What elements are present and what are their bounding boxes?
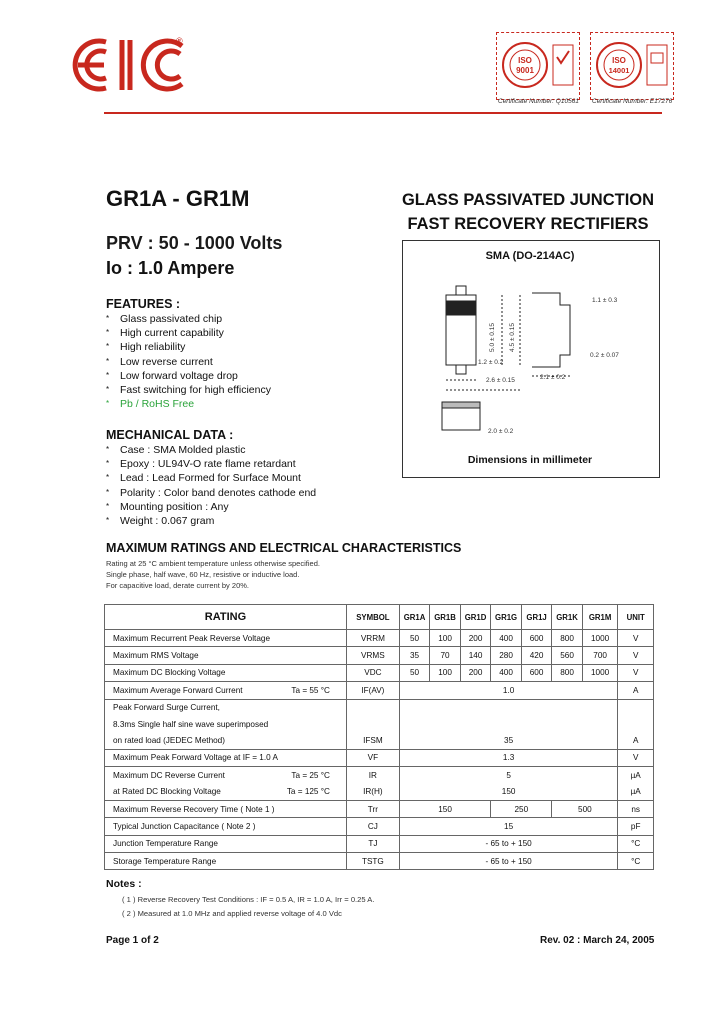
dim-label: 5.0 ± 0.15: [488, 323, 496, 352]
cert1-number: Certificate Number: Q10561: [498, 98, 579, 105]
io-spec: Io : 1.0 Ampere: [106, 258, 235, 278]
part-range-title: GR1A - GR1M: [106, 186, 250, 211]
package-footer: Dimensions in millimeter: [467, 454, 593, 466]
rating-condition: Single phase, half wave, 60 Hz, resistive or inductive load.: [106, 570, 300, 579]
list-item: * Weight : 0.067 gram: [106, 515, 215, 528]
table-header-row: [105, 605, 654, 630]
col-header: GR1J: [521, 605, 552, 630]
list-item: * Fast switching for high efficiency: [106, 384, 271, 397]
table-row: Maximum DC Reverse Current Ta = 25 °C IR 5 µA: [105, 767, 654, 784]
svg-text:ISO: ISO: [612, 56, 626, 65]
table-row: Maximum Average Forward Current Ta = 55 °C IF(AV) 1.0 A: [105, 682, 654, 699]
page-number: Page 1 of 2: [106, 935, 159, 946]
list-item: * Mounting position : Any: [106, 500, 229, 513]
col-header: GR1A: [399, 605, 430, 630]
table-row: at Rated DC Blocking Voltage Ta = 125 °C IR(H) 150 µA: [105, 784, 654, 801]
col-header: SYMBOL: [346, 605, 399, 630]
rating-condition: Rating at 25 °C ambient temperature unless otherwise specified.: [106, 559, 320, 568]
eic-logo: [64, 30, 194, 100]
dim-label: 2.0 ± 0.2: [488, 428, 514, 435]
table-row: Maximum RMS Voltage VRMS 35 70 140 280 420 560 700 V: [105, 647, 654, 664]
list-item: * High reliability: [106, 341, 186, 354]
svg-text:14001: 14001: [608, 66, 630, 75]
col-header: GR1G: [491, 605, 522, 630]
list-item: * Polarity : Color band denotes cathode end: [106, 486, 317, 499]
package-title: SMA (DO-214AC): [485, 250, 575, 262]
table-row: 8.3ms Single half sine wave superimposed: [105, 716, 654, 732]
table-row: Typical Junction Capacitance ( Note 2 ) CJ 15 pF: [105, 818, 654, 835]
mechanical-heading: MECHANICAL DATA :: [106, 428, 234, 442]
svg-text:ISO: ISO: [518, 56, 532, 65]
svg-text:9001: 9001: [516, 66, 534, 75]
table-row: on rated load (JEDEC Method) IFSM 35 A: [105, 732, 654, 749]
list-item: * Case : SMA Molded plastic: [106, 444, 246, 456]
table-row: Maximum Peak Forward Voltage at IF = 1.0 A VF 1.3 V: [105, 749, 654, 766]
notes-heading: Notes :: [106, 878, 142, 890]
cert2-number: Certificate Number: E17276: [592, 98, 673, 105]
table-row: Maximum Reverse Recovery Time ( Note 1 ) Trr 150 250 500 ns: [105, 800, 654, 817]
iso9001-certificate-seal: [496, 32, 580, 100]
col-header: GR1M: [582, 605, 618, 630]
col-header: RATING: [105, 605, 347, 630]
table-row: Junction Temperature Range TJ - 65 to + 150 °C: [105, 835, 654, 852]
dim-label: 2.1 ± 0.2: [540, 374, 566, 381]
dim-label: 1.2 ± 0.2: [478, 359, 504, 366]
header-divider: [104, 112, 662, 114]
note-item: ( 2 ) Measured at 1.0 MHz and applied reverse voltage of 4.0 Vdc: [122, 909, 342, 918]
col-header: GR1D: [460, 605, 491, 630]
list-item: * Low reverse current: [106, 355, 213, 368]
prv-spec: PRV : 50 - 1000 Volts: [106, 233, 283, 253]
dim-label: 0.2 ± 0.07: [590, 352, 619, 359]
iso14001-certificate-seal: [590, 32, 674, 100]
registered-mark: ®: [176, 36, 183, 46]
dim-label: 2.6 ± 0.15: [486, 377, 515, 384]
list-item: * Glass passivated chip: [106, 313, 223, 325]
note-item: ( 1 ) Reverse Recovery Test Conditions : IF = 0.5 A, IR = 1.0 A, Irr = 0.25 A.: [122, 895, 375, 904]
table-row: Maximum DC Blocking Voltage VDC 50 100 200 400 600 800 1000 V: [105, 664, 654, 681]
features-list: [106, 312, 271, 411]
mechanical-list: [106, 443, 316, 528]
list-item: * Lead : Lead Formed for Surface Mount: [106, 472, 301, 485]
col-header: UNIT: [618, 605, 654, 630]
dim-label: 1.1 ± 0.3: [592, 297, 618, 304]
list-item: * High current capability: [106, 327, 224, 340]
package-outline-drawing: [402, 268, 658, 448]
table-row: Maximum Recurrent Peak Reverse Voltage VRRM 50 100 200 400 600 800 1000 V: [105, 630, 654, 647]
ratings-heading: MAXIMUM RATINGS AND ELECTRICAL CHARACTERISTICS: [106, 541, 462, 555]
product-heading: GLASS PASSIVATED JUNCTION FAST RECOVERY RECTIFIERS: [401, 191, 655, 233]
ratings-table: [104, 604, 654, 870]
rating-condition: For capacitive load, derate current by 20%.: [106, 581, 249, 590]
table-row: Peak Forward Surge Current,: [105, 699, 654, 716]
revision-date: Rev. 02 : March 24, 2005: [540, 935, 655, 946]
features-heading: FEATURES :: [106, 297, 181, 311]
col-header: GR1B: [430, 605, 461, 630]
list-item: * Epoxy : UL94V-O rate flame retardant: [106, 458, 296, 471]
col-header: GR1K: [552, 605, 583, 630]
list-item: * Low forward voltage drop: [106, 369, 238, 382]
list-item-rohs: * Pb / RoHS Free: [106, 398, 195, 411]
dim-label: 4.5 ± 0.15: [508, 323, 516, 352]
table-row: Storage Temperature Range TSTG - 65 to + 150 °C: [105, 853, 654, 870]
